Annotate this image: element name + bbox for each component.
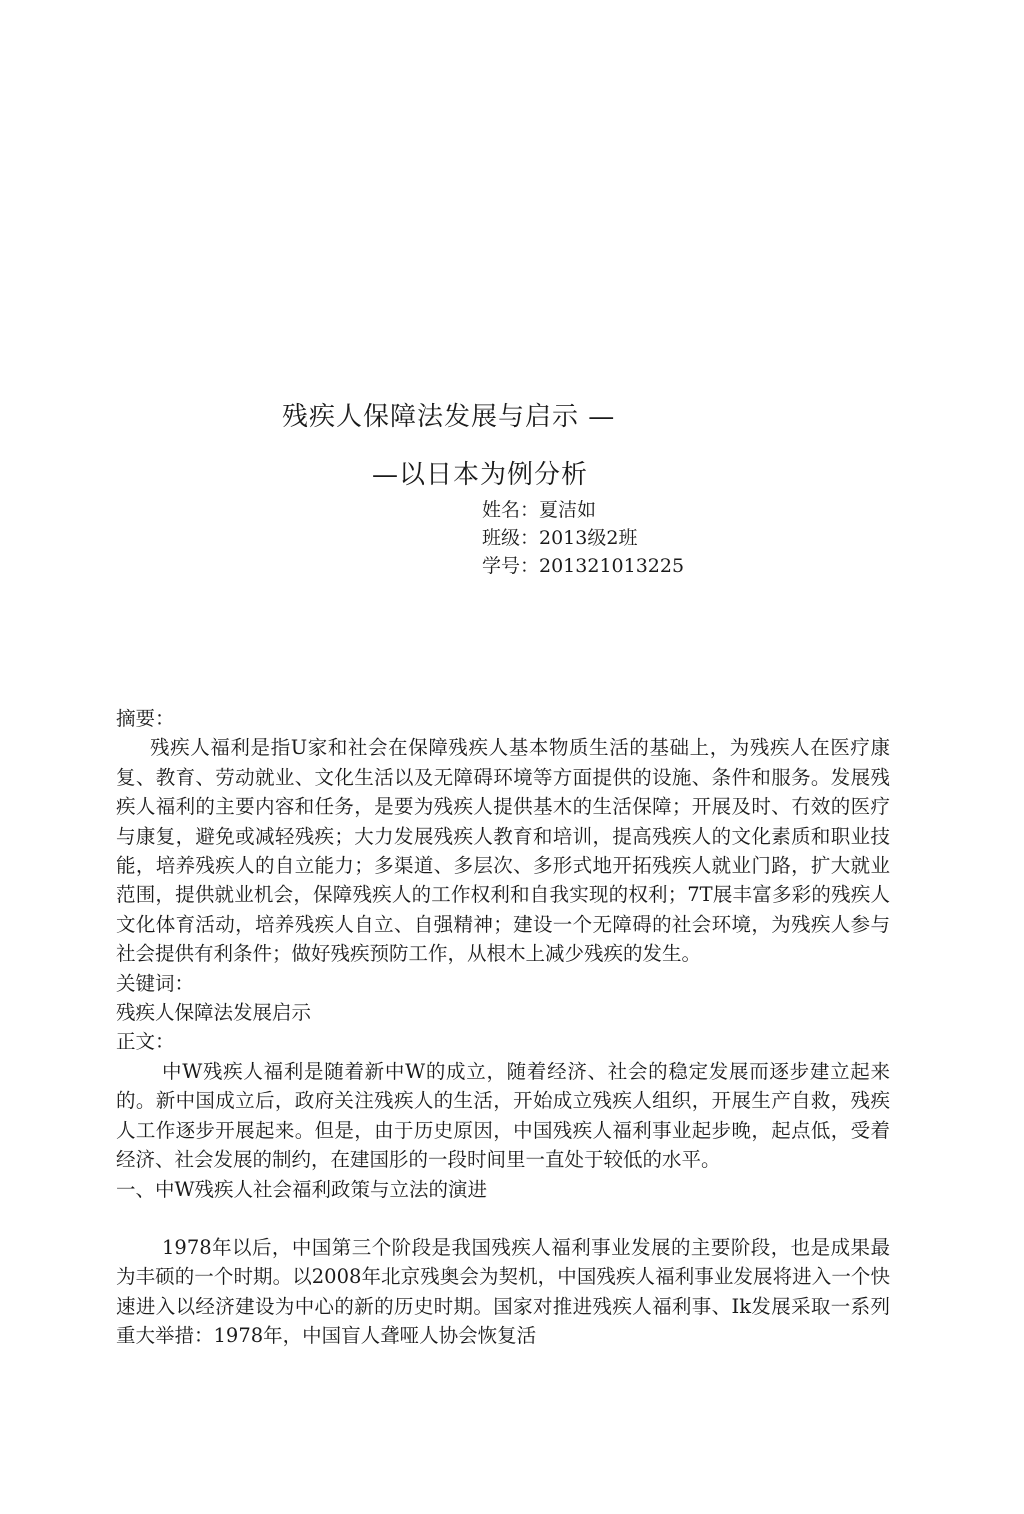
keywords-text: 残疾人保障法发展启示 xyxy=(116,1001,312,1025)
author-name: 姓名：夏洁如 xyxy=(482,499,597,521)
body-label: 正文： xyxy=(116,1030,175,1054)
abstract-label: 摘要： xyxy=(116,707,175,730)
author-student-id: 学号：201321013225 xyxy=(482,555,685,577)
document-body xyxy=(116,704,890,1351)
keywords-label: 关键词： xyxy=(116,971,195,995)
author-info xyxy=(482,496,684,580)
document-title-line1: 残疾人保障法发展与启示 — xyxy=(282,402,616,432)
body-paragraph-1: 中W残疾人福利是随着新中W的成立，随着经济、社会的稳定发展而逐步建立起来的。新中国成立后，政府关注残疾人的生活，开始成立残疾人组织，开展生产自救，残疾人工作逐步开展起来。但是，由于历史原因，中国残疾人福利事业起步晚，起点低，受着经济、社会发展的制约，在建国肜的一段时间里一直处于较低的水平。 xyxy=(116,1059,890,1172)
abstract-paragraph: 残疾人福利是指U家和社会在保障残疾人基本物质生活的基础上，为残疾人在医疗康复、教育、劳动就业、文化生活以及无障碍环境等方面提供的设施、条件和服务。发展残疾人福利的主要内容和任务，是要为残疾人提供基木的生活保障；开展及时、冇效的医疗与康复，避免或减轻残疾；大力发展残疾人教育和培训，提高残疾人的文化素质和职业技能，培养残疾人的自立能力；多渠道、多层次、多形式地开拓残疾人就业门路，扩大就业范围，提供就业机会，保障残疾人的工作权利和自我实现的权利；7T展丰富多彩的残疾人文化体育活动，培养残疾人自立、自强精神；建设一个无障碍的社会环境，为残疾人参与社会提供有利条件；做好残疾预防工作，从根木上减少残疾的发生。 xyxy=(116,736,890,966)
document-title-line2: —以日本为例分析 xyxy=(372,460,589,490)
author-class: 班级：2013级2班 xyxy=(482,527,638,549)
section-1-heading: 一、中W残疾人社会福利政策与立法的演进 xyxy=(116,1177,488,1201)
section-1-paragraph: 1978年以后，中国第三个阶段是我国残疾人福利事业发展的主要阶段，也是成果最为丰硕的一个时期。以2008年北京残奥会为契机，中国残疾人福利事业发展将进入一个快速进入以经济建设为中心的新的历史时期。国家对推进残疾人福利事、Ik发展采取一系列重大举措：1978年，中国盲人聋哑人协会恢复活 xyxy=(116,1235,890,1348)
